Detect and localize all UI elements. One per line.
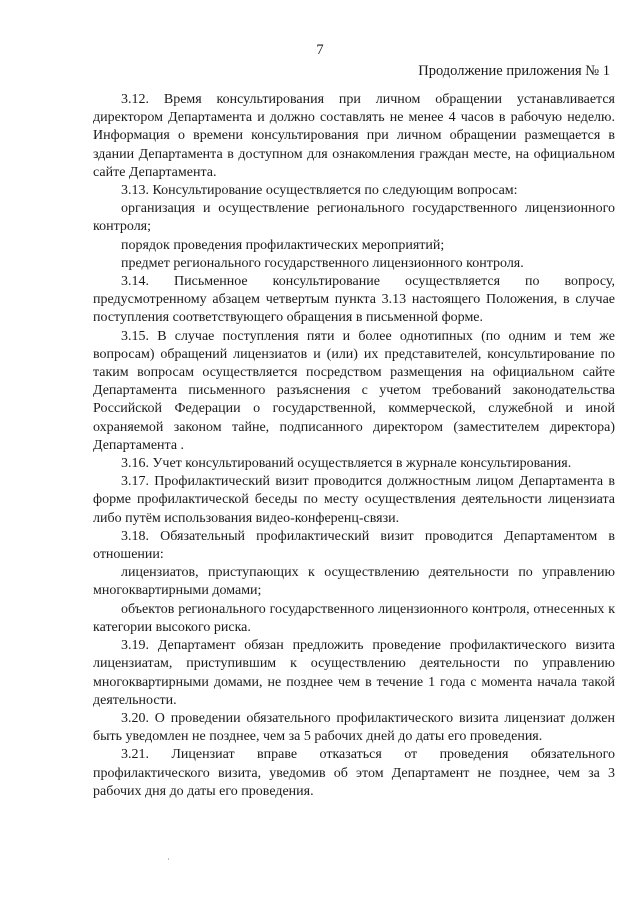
paragraph-3-18: 3.18. Обязательный профилактический визит проводится Департаментом в отношении: (93, 528, 615, 563)
list-item-procedure: порядок проведения профилактических мероприятий; (121, 237, 445, 253)
page-number: 7 (316, 42, 324, 58)
list-item-high-risk-objects: объектов регионального государственного лицензионного контроля, отнесенных к категории высокого риска. (93, 601, 615, 635)
document-body (93, 91, 615, 801)
paragraph-3-19: 3.19. Департамент обязан предложить проведение профилактического визита лицензиатам, приступившим к осуществлению деятельности по управлению многоквартирными домами, не позднее чем в течение 1 года с момента начала такой деятельности. (93, 638, 615, 708)
appendix-continuation-label: Продолжение приложения № 1 (418, 63, 610, 79)
scan-speck (168, 858, 169, 860)
paragraph-3-16: 3.16. Учет консультирований осуществляется в журнале консультирования. (121, 456, 572, 472)
paragraph-3-21: 3.21. Лицензиат вправе отказаться от проведения обязательного профилактического визита, уведомив об этом Департамент не позднее, чем за 3 рабочих дня до даты его проведения. (93, 747, 615, 799)
paragraph-3-15: 3.15. В случае поступления пяти и более однотипных (по одним и тем же вопросам) обращений лицензиатов и (или) их представителей, консультирование по таким вопросам осуществляется посредством размещения на официальном сайте Департамента письменного разъяснения с учетом требований законодательства Российской Федерации о государственной, коммерческой, служебной и иной охраняемой законом тайне, подписанного директором (заместителем директора) Департамента . (93, 328, 615, 453)
paragraph-3-13: 3.13. Консультирование осуществляется по следующим вопросам: (121, 183, 518, 199)
paragraph-3-14: 3.14. Письменное консультирование осуществляется по вопросу, предусмотренному абзацем четвертым пункта 3.13 настоящего Положения, в случае поступления соответствующего обращения в письменной форме. (93, 274, 615, 326)
paragraph-3-17: 3.17. Профилактический визит проводится должностным лицом Департамента в форме профилактической беседы по месту осуществления деятельности лицензиата либо путём использования видео-конференц-связи. (93, 474, 615, 526)
list-item-subject: предмет регионального государственного лицензионного контроля. (121, 255, 524, 271)
paragraph-3-20: 3.20. О проведении обязательного профилактического визита лицензиат должен быть уведомлен не позднее, чем за 5 рабочих дней до даты его проведения. (93, 710, 615, 745)
list-item-licensees: лицензиатов, приступающих к осуществлению деятельности по управлению многоквартирными домами; (93, 565, 615, 599)
paragraph-3-12: 3.12. Время консультирования при личном обращении устанавливается директором Департамента и должно составлять не менее 4 часов в рабочую неделю. Информация о времени консультирования при личном обращении размещается в здании Департамента в доступном для ознакомления граждан месте, на официальном сайте Департамента. (93, 92, 615, 180)
list-item-organization: организация и осуществление регионального государственного лицензионного контроля; (93, 201, 615, 235)
